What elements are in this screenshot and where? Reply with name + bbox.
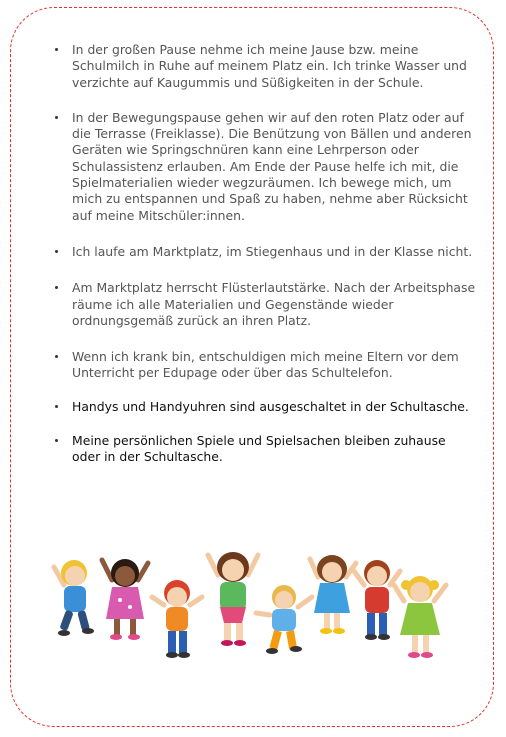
rule-text: Am Marktplatz herrscht Flüsterlautstärke. Nach der Arbeitsphase räume ich alle Materialien und Gegenstände wieder ordnungsgemäß zurück an ihren Platz. [72,280,476,328]
bullet-icon [55,439,58,442]
rule-item [52,433,477,466]
bullet-icon [55,116,58,119]
kid-illustration [354,560,400,640]
rule-text: Ich laufe am Marktplatz, im Stiegenhaus und in der Klasse nicht. [72,243,473,259]
bullet-icon [55,286,58,289]
kid-illustration [394,576,446,658]
rules-list [52,42,477,484]
rule-text: In der Bewegungspause gehen wir auf den roten Platz oder auf die Terrasse (Freiklasse). Die Benützung von Bällen und anderen Geräten wie Springschnüren kann eine Lehrperson oder Schulassistenz erlauben. Am Ende der Pause helfe ich mit, die Spielmaterialien wieder wegzuräumen. Ich bewege mich, um mich zu entspannen und Spaß zu haben, nehme aber Rücksicht auf meine Mitschüler:innen. [72,109,472,223]
kid-illustration [310,555,356,634]
rule-item [52,110,477,224]
rule-text: Handys und Handyuhren sind ausgeschaltet in der Schultasche. [72,398,469,414]
rule-text: Wenn ich krank bin, entschuldigen mich meine Eltern vor dem Unterricht per Edupage oder über das Schultelefon. [72,349,459,381]
rule-text: In der großen Pause nehme ich meine Jause bzw. meine Schulmilch in Ruhe auf meinem Platz ein. Ich trinke Wasser und verzichte auf Kaugummis und Süßigkeiten in der Schule. [72,42,467,90]
kid-illustration [208,552,258,646]
kid-illustration [152,580,202,658]
kid-illustration [102,559,148,640]
rule-text: Meine persönlichen Spiele und Spielsachen bleiben zuhause oder in der Schultasche. [72,433,446,465]
rule-item [52,244,477,260]
kid-illustration [256,585,312,654]
rule-item [52,399,477,415]
bullet-icon [55,355,58,358]
rule-item [52,349,477,382]
bullet-icon [55,48,58,51]
rule-item [52,42,477,91]
bullet-icon [55,250,58,253]
jumping-kids-illustration [50,545,455,670]
rule-item [52,280,477,329]
bullet-icon [55,405,58,408]
kid-illustration [54,560,94,636]
